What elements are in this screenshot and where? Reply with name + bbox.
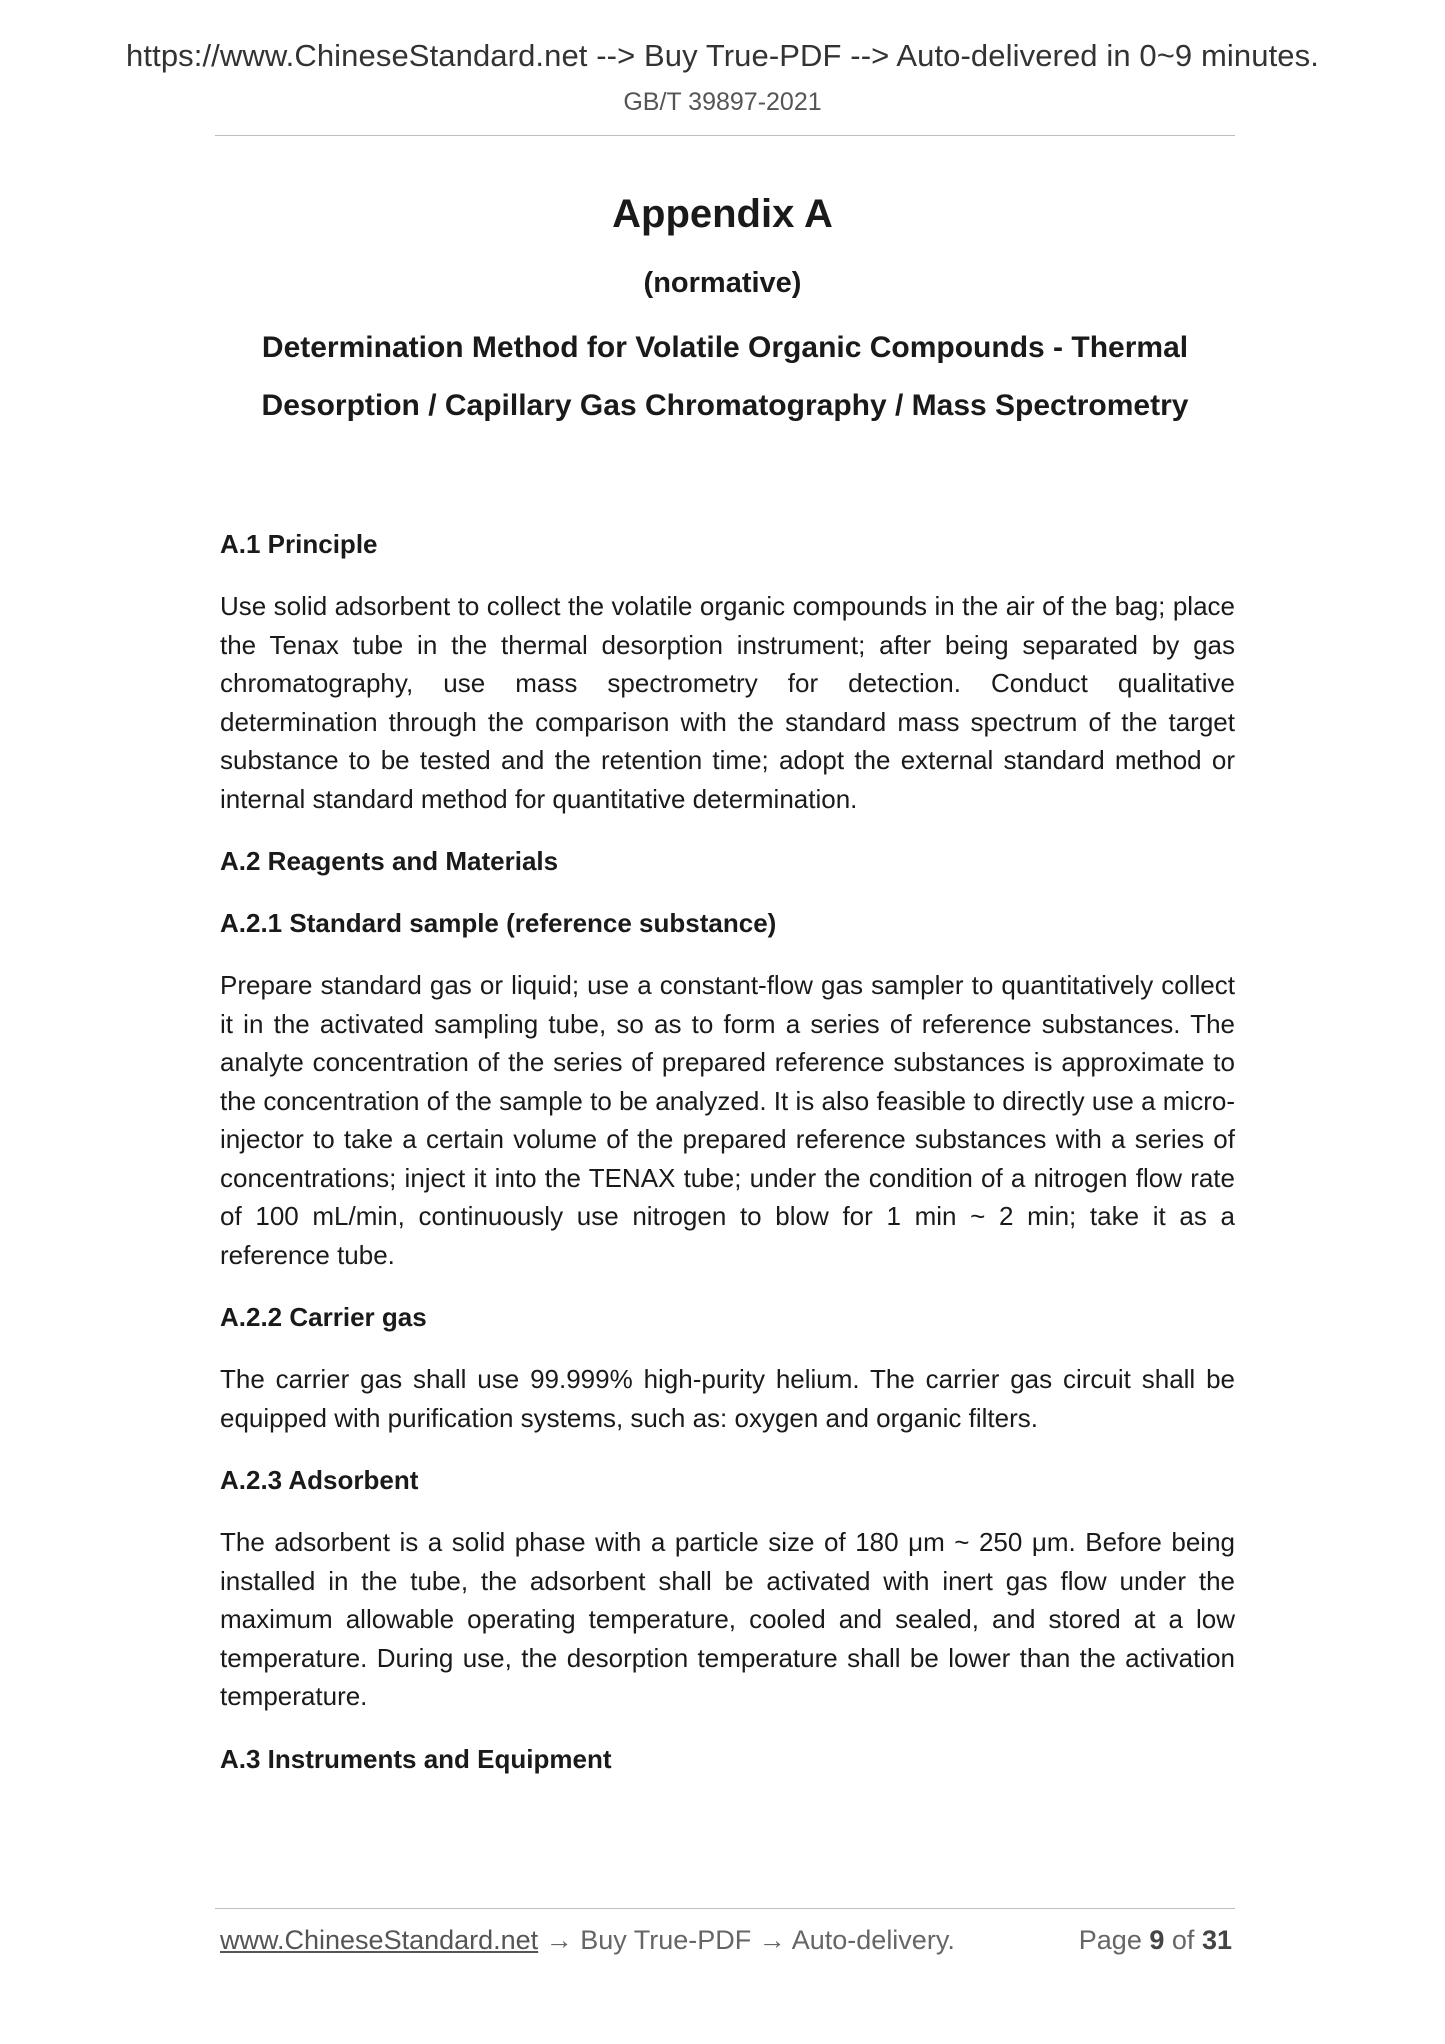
section-text-a2-3: The adsorbent is a solid phase with a particle size of 180 μm ~ 250 μm. Before being installed in the tube, the adsorbent shall be activated with inert gas flow under the maximum allowable operating temperature, cooled and sealed, and stored at a low temperature. During use, the desorption temperature shall be lower than the activation temperature. bbox=[220, 1527, 1235, 1711]
footer-site-link[interactable]: www.ChineseStandard.net bbox=[220, 1925, 539, 1955]
section-heading-a2: A.2 Reagents and Materials bbox=[220, 846, 559, 876]
of-label: of bbox=[1171, 1925, 1195, 1955]
current-page: 9 bbox=[1149, 1925, 1165, 1955]
document-body bbox=[220, 525, 1235, 1802]
section-text-a1: Use solid adsorbent to collect the volatile organic compounds in the air of the bag; place the Tenax tube in the thermal desorption instrument; after being separated by gas chromatography, use mass spectrometry for detection. Conduct qualitative determination through the comparison with the standard mass spectrum of the target substance to be tested and the retention time; adopt the external standard method or internal standard method for quantitative determination. bbox=[220, 591, 1235, 814]
top-banner: https://www.ChineseStandard.net --> Buy True-PDF --> Auto-delivered in 0~9 minutes. bbox=[126, 38, 1319, 73]
section-heading-a2-2: A.2.2 Carrier gas bbox=[220, 1302, 427, 1332]
appendix-title: Appendix A bbox=[612, 192, 833, 236]
footer-divider bbox=[215, 1908, 1235, 1909]
section-text-a2-1: Prepare standard gas or liquid; use a constant-flow gas sampler to quantitatively collect it in the activated sampling tube, so as to form a series of reference substances. The analyte concentration of the series of prepared reference substances is approximate to the concentration of the sample to be analyzed. It is also feasible to directly use a micro-injector to take a certain volume of the prepared reference substances with a series of concentrations; inject it into the TENAX tube; under the condition of a nitrogen flow rate of 100 mL/min, continuously use nitrogen to blow for 1 min ~ 2 min; take it as a reference tube. bbox=[220, 970, 1235, 1270]
footer-tagline: → Buy True-PDF → Auto-delivery. bbox=[538, 1925, 955, 1955]
section-heading-a1: A.1 Principle bbox=[220, 529, 378, 559]
header-divider bbox=[215, 135, 1235, 136]
section-heading-a2-1: A.2.1 Standard sample (reference substance) bbox=[220, 908, 777, 938]
footer-left bbox=[220, 1925, 955, 1956]
section-heading-a2-3: A.2.3 Adsorbent bbox=[220, 1465, 419, 1495]
total-pages: 31 bbox=[1201, 1925, 1232, 1955]
section-text-a2-2: The carrier gas shall use 99.999% high-purity helium. The carrier gas circuit shall be equipped with purification systems, such as: oxygen and organic filters. bbox=[220, 1364, 1235, 1433]
appendix-subtitle: (normative) bbox=[643, 267, 802, 299]
page-number bbox=[1079, 1925, 1232, 1956]
appendix-heading: Determination Method for Volatile Organic Compounds - Thermal Desorption / Capillary Gas Chromatography / Mass Spectrometry bbox=[261, 331, 1189, 422]
section-heading-a3: A.3 Instruments and Equipment bbox=[220, 1743, 612, 1774]
standard-code: GB/T 39897-2021 bbox=[623, 88, 822, 116]
page-label: Page bbox=[1078, 1925, 1142, 1955]
